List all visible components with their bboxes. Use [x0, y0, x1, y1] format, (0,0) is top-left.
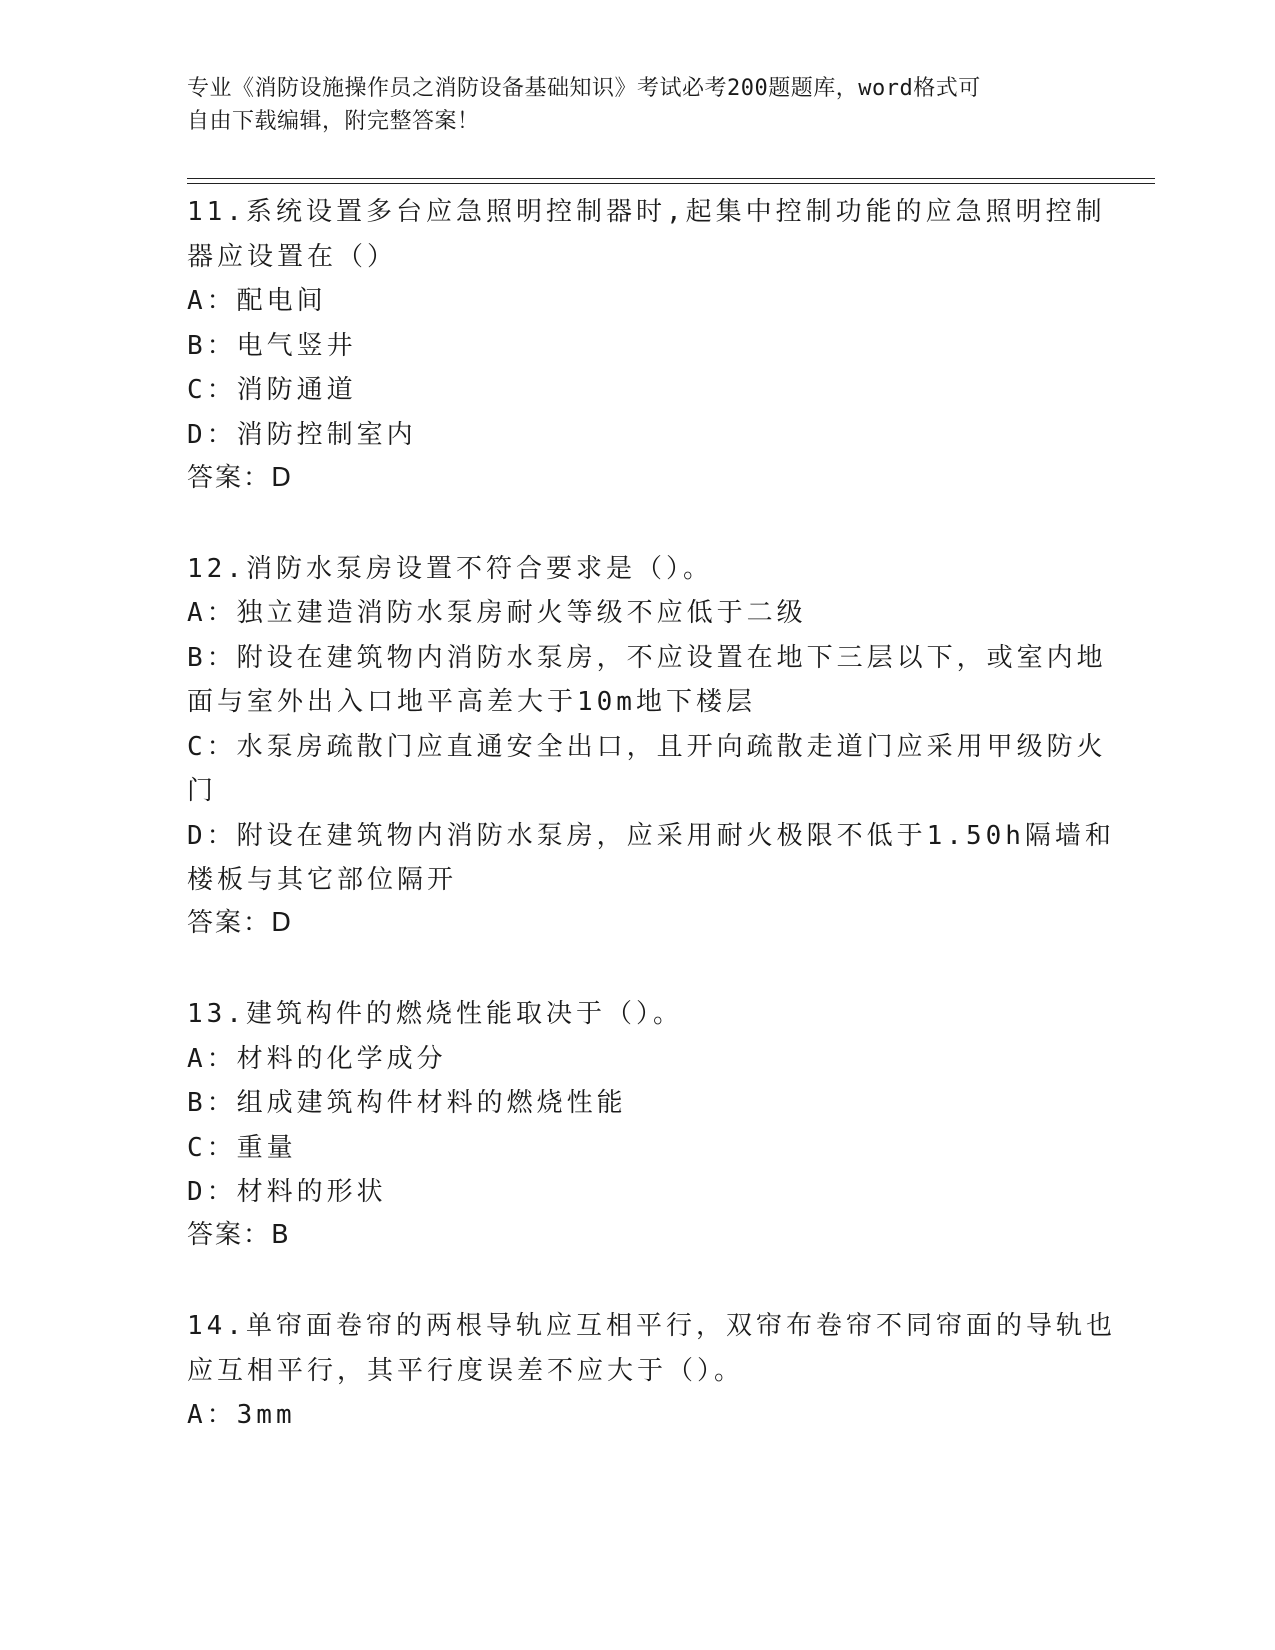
question-14-stem-line-1: 14.单帘面卷帘的两根导轨应互相平行，双帘布卷帘不同帘面的导轨也: [187, 1311, 1116, 1341]
question-11-stem-line-2: 器应设置在（）: [187, 242, 398, 272]
question-12-option-d-line-1: D：附设在建筑物内消防水泵房，应采用耐火极限不低于1.50h隔墙和: [187, 821, 1115, 851]
question-12-answer: 答案：D: [187, 908, 294, 938]
header-line-2: 自由下载编辑，附完整答案！: [187, 109, 480, 134]
question-12-option-d-line-2: 楼板与其它部位隔开: [187, 865, 458, 895]
question-11-stem-line-1: 11.系统设置多台应急照明控制器时,起集中控制功能的应急照明控制: [187, 197, 1106, 227]
question-13-option-a: A：材料的化学成分: [187, 1044, 447, 1074]
question-12-stem-line-1: 12.消防水泵房设置不符合要求是（）。: [187, 554, 713, 584]
question-12-option-a: A：独立建造消防水泵房耐火等级不应低于二级: [187, 598, 807, 628]
question-14-option-a: A：3mm: [187, 1400, 296, 1430]
header-line-1: 专业《消防设施操作员之消防设备基础知识》考试必考200题题库，word格式可: [187, 76, 981, 101]
question-11-option-a: A：配电间: [187, 286, 327, 316]
question-11-option-c: C：消防通道: [187, 375, 357, 405]
question-11-option-d: D：消防控制室内: [187, 420, 417, 450]
question-12-option-c-line-1: C：水泵房疏散门应直通安全出口，且开向疏散走道门应采用甲级防火: [187, 732, 1107, 762]
question-11-answer: 答案：D: [187, 463, 294, 493]
question-13-stem-line-1: 13.建筑构件的燃烧性能取决于（）。: [187, 999, 683, 1029]
question-12-option-b-line-2: 面与室外出入口地平高差大于10m地下楼层: [187, 687, 756, 717]
question-11-option-b: B：电气竖井: [187, 331, 357, 361]
document-header: [187, 72, 1067, 138]
header-rule-top: [187, 178, 1155, 179]
header-rule-bottom: [187, 183, 1155, 184]
question-12-option-b-line-1: B：附设在建筑物内消防水泵房，不应设置在地下三层以下，或室内地: [187, 643, 1107, 673]
question-13-option-b: B：组成建筑构件材料的燃烧性能: [187, 1088, 627, 1118]
question-13-option-d: D：材料的形状: [187, 1177, 387, 1207]
question-14-stem-line-2: 应互相平行，其平行度误差不应大于（）。: [187, 1356, 745, 1386]
question-13-answer: 答案：B: [187, 1220, 291, 1250]
question-13-option-c: C：重量: [187, 1133, 297, 1163]
question-12-option-c-line-2: 门: [187, 776, 218, 806]
